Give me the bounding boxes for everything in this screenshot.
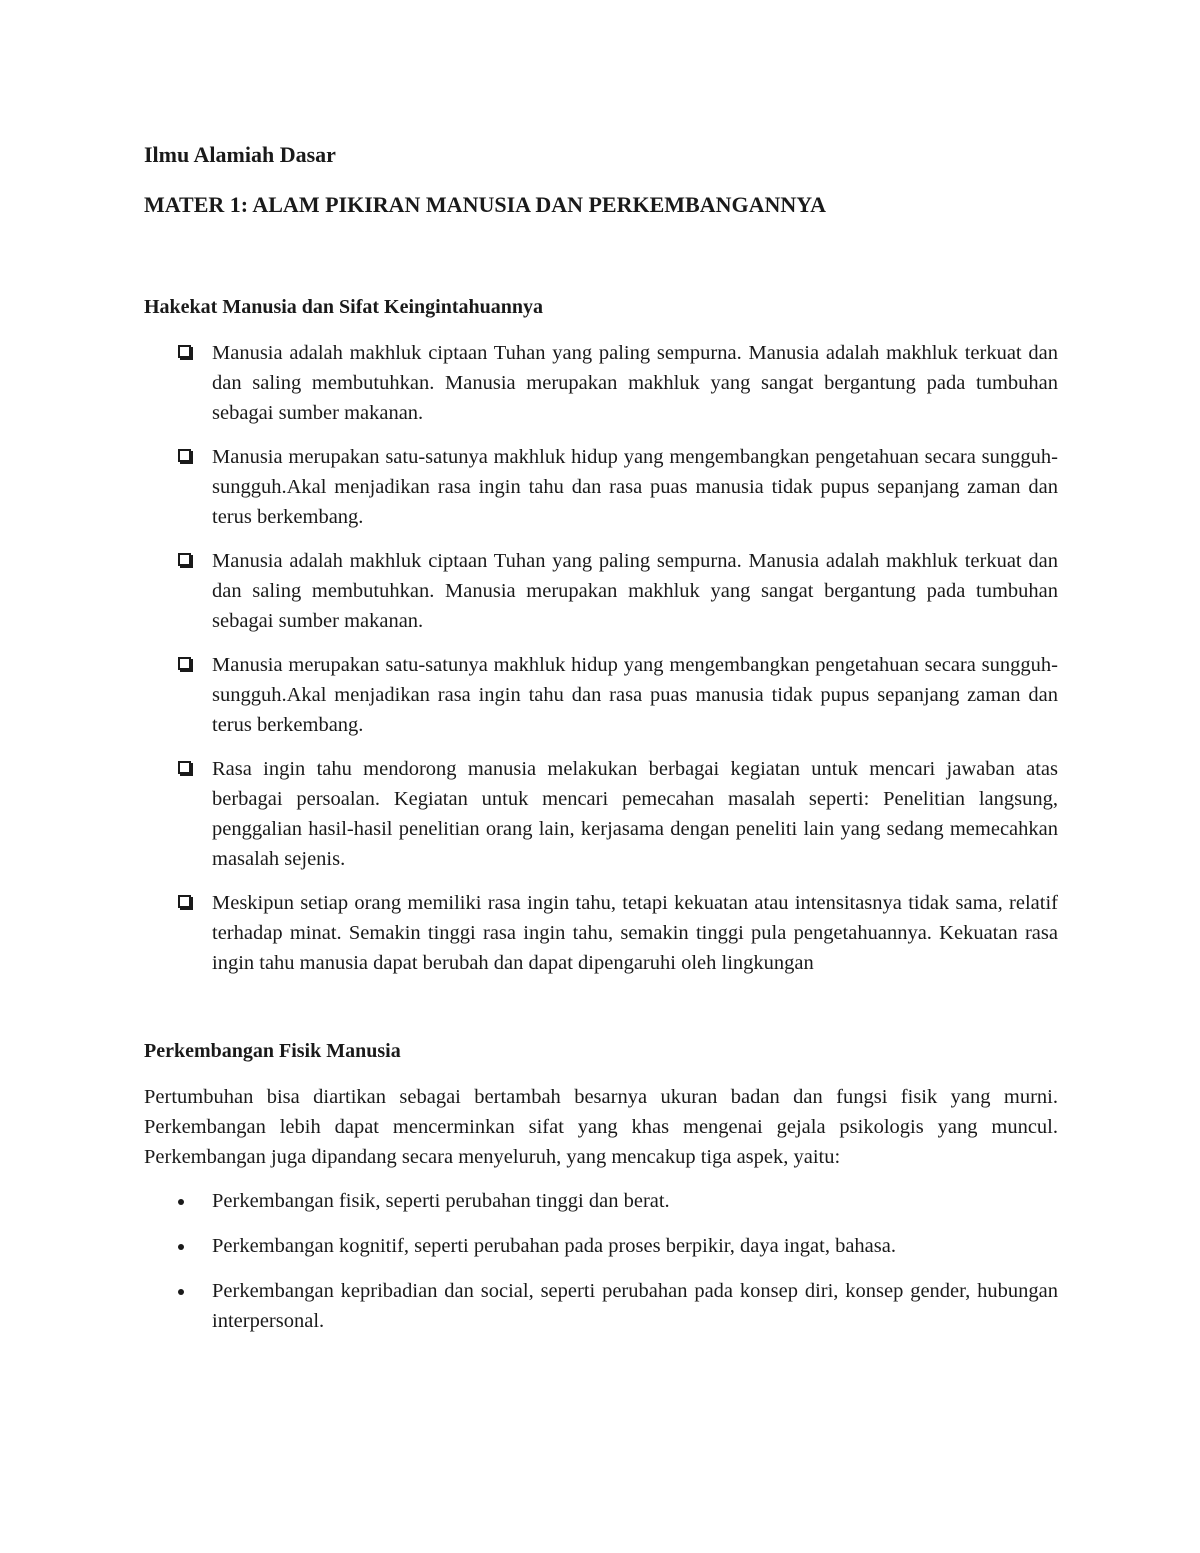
bullet-icon [178, 1289, 184, 1295]
bullet-icon [178, 1244, 184, 1250]
checklist-item-text: Rasa ingin tahu mendorong manusia melakukan berbagai kegiatan untuk mencari jawaban atas berbagai persoalan. Kegiatan untuk mencari pemecahan masalah seperti: Penelitian langsung, penggalian hasil-hasil penelitian orang lain, kerjasama dengan peneliti lain yang sedang memecahkan masalah sejenis. [212, 758, 1058, 870]
checklist-item-text: Meskipun setiap orang memiliki rasa ingin tahu, tetapi kekuatan atau intensitasnya tidak sama, relatif terhadap minat. Semakin tinggi rasa ingin tahu, semakin tinggi pula pengetahuannya. Kekuatan rasa ingin tahu manusia dapat berubah dan dapat dipengaruhi oleh lingkungan [212, 892, 1058, 974]
checklist-item-text: Manusia adalah makhluk ciptaan Tuhan yang paling sempurna. Manusia adalah makhluk terkuat dan dan saling membutuhkan. Manusia merupakan makhluk yang sangat bergantung pada tumbuhan sebagai sumber makanan. [212, 342, 1058, 424]
checkbox-icon [178, 895, 191, 908]
bullet-item-text: Perkembangan kognitif, seperti perubahan pada proses berpikir, daya ingat, bahasa. [212, 1235, 896, 1257]
bullet-item [144, 1186, 1058, 1216]
bullet-item-text: Perkembangan kepribadian dan social, seperti perubahan pada konsep diri, konsep gender, hubungan interpersonal. [212, 1280, 1058, 1332]
checkbox-icon [178, 449, 191, 462]
checkbox-icon [178, 553, 191, 566]
bullet-item-text: Perkembangan fisik, seperti perubahan tinggi dan berat. [212, 1190, 670, 1212]
document-title: Ilmu Alamiah Dasar [144, 142, 336, 167]
checklist-item [144, 338, 1058, 428]
checklist-item [144, 754, 1058, 874]
checklist-item-text: Manusia merupakan satu-satunya makhluk hidup yang mengembangkan pengetahuan secara sungguh-sungguh.Akal menjadikan rasa ingin tahu dan rasa puas manusia tidak pupus sepanjang zaman dan terus berkembang. [212, 446, 1058, 528]
document-subtitle: MATER 1: ALAM PIKIRAN MANUSIA DAN PERKEMBANGANNYA [144, 192, 827, 217]
checklist-item [144, 442, 1058, 532]
checkbox-icon [178, 657, 191, 670]
checklist-item-text: Manusia adalah makhluk ciptaan Tuhan yang paling sempurna. Manusia adalah makhluk terkuat dan dan saling membutuhkan. Manusia merupakan makhluk yang sangat bergantung pada tumbuhan sebagai sumber makanan. [212, 550, 1058, 632]
bullet-item [144, 1276, 1058, 1336]
section-heading-hakekat: Hakekat Manusia dan Sifat Keingintahuannya [144, 296, 543, 318]
checklist-item [144, 546, 1058, 636]
document-page [144, 140, 1058, 1351]
checklist [144, 338, 1058, 978]
checklist-item [144, 888, 1058, 978]
body-paragraph: Pertumbuhan bisa diartikan sebagai bertambah besarnya ukuran badan dan fungsi fisik yang murni. Perkembangan lebih dapat mencerminkan sifat yang khas mengenai gejala psikologis yang muncul. Perkembangan juga dipandang secara menyeluruh, yang mencakup tiga aspek, yaitu: [144, 1086, 1058, 1168]
checklist-item [144, 650, 1058, 740]
section-heading-perkembangan: Perkembangan Fisik Manusia [144, 1040, 401, 1062]
checkbox-icon [178, 345, 191, 358]
bullet-list [144, 1186, 1058, 1336]
bullet-icon [178, 1199, 184, 1205]
checklist-item-text: Manusia merupakan satu-satunya makhluk hidup yang mengembangkan pengetahuan secara sungguh-sungguh.Akal menjadikan rasa ingin tahu dan rasa puas manusia tidak pupus sepanjang zaman dan terus berkembang. [212, 654, 1058, 736]
section-perkembangan [144, 1038, 1058, 1336]
checkbox-icon [178, 761, 191, 774]
bullet-item [144, 1231, 1058, 1261]
